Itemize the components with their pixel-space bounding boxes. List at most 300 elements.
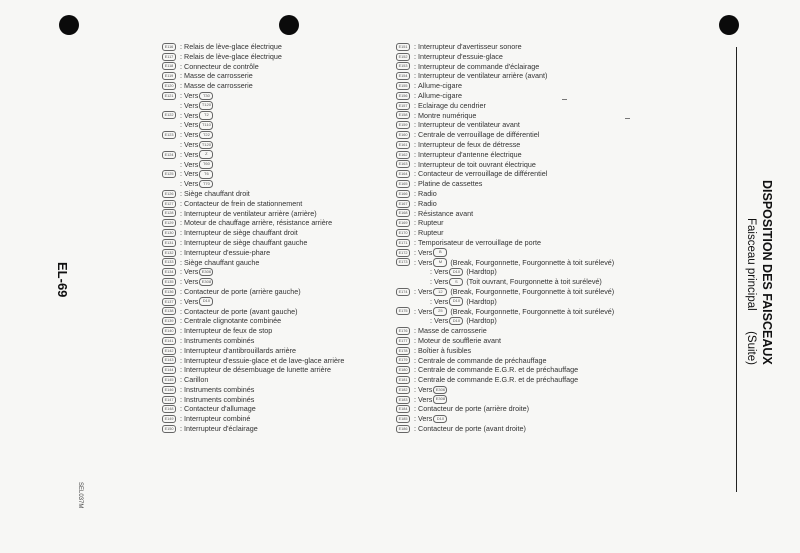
component-description: Interrupteur de ventilateur avant	[418, 120, 520, 130]
separator-colon: :	[180, 198, 182, 208]
separator-colon: :	[180, 414, 182, 424]
component-description: Vers	[434, 296, 449, 306]
component-row	[396, 101, 696, 111]
component-row	[396, 248, 696, 258]
component-description: Centrale clignotante combinée	[184, 316, 282, 326]
connector-code-badge: E124	[162, 151, 176, 159]
component-description: Vers	[184, 139, 199, 149]
connector-code-badge: E151	[396, 43, 410, 51]
component-description: Contacteur de porte (avant droite)	[418, 424, 526, 434]
section-subtitle	[745, 218, 757, 365]
connector-code-badge: E152	[396, 53, 410, 61]
connector-code-badge	[162, 180, 176, 188]
separator-colon: :	[180, 218, 182, 228]
component-description: Moteur de chauffage arrière, résistance arrière	[184, 218, 333, 228]
connector-code-badge: E177	[396, 337, 410, 345]
connector-code-badge: E162	[396, 151, 410, 159]
connector-ref-badge: 12	[433, 288, 447, 297]
connector-code-badge: E118	[162, 62, 176, 70]
variant-note: (Break, Fourgonnette, Fourgonnette à toit surélevé)	[450, 286, 615, 296]
connector-code-badge: E156	[396, 92, 410, 100]
component-row	[396, 150, 696, 160]
connector-ref-badge: T6	[199, 170, 213, 179]
component-row	[396, 267, 696, 277]
component-description: Vers	[434, 316, 449, 326]
connector-code-badge: E116	[162, 43, 176, 51]
component-description: Eclairage du cendrier	[418, 100, 486, 110]
component-description: Contacteur de porte (avant gauche)	[184, 306, 298, 316]
component-row	[396, 140, 696, 150]
component-row	[162, 287, 382, 297]
connector-code-badge: E171	[396, 239, 410, 247]
connector-ref-badge: T70	[199, 180, 213, 189]
connector-code-badge: E163	[396, 160, 410, 168]
title-rule	[736, 47, 737, 492]
component-description: Masse de carrosserie	[184, 81, 253, 91]
component-description: Interrupteur de toit ouvrant électrique	[418, 159, 536, 169]
component-description: Centrale de verrouillage de différentiel	[418, 130, 540, 140]
component-row	[162, 277, 382, 287]
connector-code-badge: E121	[162, 92, 176, 100]
separator-colon: :	[180, 277, 182, 287]
connector-code-badge: E130	[162, 229, 176, 237]
connector-code-badge: E119	[162, 72, 176, 80]
component-row	[162, 248, 382, 258]
connector-code-badge: E176	[396, 327, 410, 335]
separator-colon: :	[414, 365, 416, 375]
connector-ref-badge: D10	[449, 297, 463, 306]
separator-colon: :	[180, 90, 182, 100]
connector-code-badge: E181	[396, 376, 410, 384]
separator-colon: :	[180, 228, 182, 238]
connector-code-badge	[412, 278, 426, 286]
component-description: Interrupteur d'avertisseur sonore	[418, 42, 522, 51]
connector-code-badge: E146	[162, 386, 176, 394]
connector-code-badge	[162, 141, 176, 149]
connector-code-badge: E125	[162, 170, 176, 178]
separator-colon: :	[180, 179, 182, 189]
connector-code-badge: E158	[396, 111, 410, 119]
component-row	[396, 218, 696, 228]
connector-code-badge: E142	[162, 347, 176, 355]
component-description: Vers	[434, 267, 449, 277]
connector-code-badge: E143	[162, 356, 176, 364]
variant-note: (Toit ouvrant, Fourgonnette à toit surélevé)	[466, 277, 602, 287]
component-description: Vers	[184, 149, 199, 159]
connector-code-badge: E159	[396, 121, 410, 129]
connector-code-badge: E136	[162, 288, 176, 296]
connector-code-badge	[162, 160, 176, 168]
connector-ref-badge: T110	[199, 121, 213, 130]
connector-ref-badge: D10	[449, 268, 463, 277]
connector-code-badge: E126	[162, 190, 176, 198]
component-description: Vers	[184, 179, 199, 189]
separator-colon: :	[180, 247, 182, 257]
document-code: SEL037M	[77, 482, 83, 509]
connector-code-badge: E132	[162, 249, 176, 257]
separator-colon: :	[430, 316, 432, 326]
component-description: Vers	[418, 306, 433, 316]
component-description: Moteur de soufflerie avant	[418, 335, 501, 345]
component-row	[396, 346, 696, 356]
component-row	[396, 326, 696, 336]
component-description: Interrupteur de ventilateur arrière (avant)	[418, 71, 548, 81]
component-row	[162, 395, 382, 405]
separator-colon: :	[180, 100, 182, 110]
component-description: Contacteur d'allumage	[184, 404, 256, 414]
separator-colon: :	[180, 365, 182, 375]
component-row	[396, 238, 696, 248]
component-description: Vers	[418, 394, 433, 404]
separator-colon: :	[414, 169, 416, 179]
connector-code-badge	[162, 102, 176, 110]
component-row	[162, 336, 382, 346]
component-row	[396, 287, 696, 297]
connector-ref-badge: E308	[433, 395, 447, 404]
component-description: Connecteur de contrôle	[184, 61, 259, 71]
connector-ref-badge: E306	[199, 268, 213, 277]
component-row	[162, 228, 382, 238]
component-row	[162, 150, 382, 160]
connector-ref-badge: T60	[199, 160, 213, 169]
connector-code-badge: E123	[162, 131, 176, 139]
connector-ref-badge: S	[449, 278, 463, 287]
component-description: Centrale de commande E.G.R. et de préchauffage	[418, 375, 579, 385]
component-description: Interrupteur d'essuie-phare	[184, 247, 271, 257]
component-description: Interrupteur d'essuie-glace	[418, 51, 503, 61]
connector-code-badge: E155	[396, 82, 410, 90]
connector-code-badge: E129	[162, 219, 176, 227]
connector-ref-badge: 25	[433, 307, 447, 316]
connector-code-badge: E166	[396, 190, 410, 198]
connector-code-badge: E174	[396, 288, 410, 296]
component-description: Instruments combinés	[184, 394, 255, 404]
separator-colon: :	[414, 335, 416, 345]
separator-colon: :	[180, 208, 182, 218]
connector-code-badge: E165	[396, 180, 410, 188]
component-row	[396, 62, 696, 72]
component-row	[162, 81, 382, 91]
connector-code-badge: E134	[162, 268, 176, 276]
component-row	[396, 81, 696, 91]
connector-ref-badge: D10	[449, 317, 463, 326]
component-row	[162, 111, 382, 121]
subtitle-suffix: (Suite)	[745, 331, 757, 365]
separator-colon: :	[180, 120, 182, 130]
connector-code-badge: E183	[396, 396, 410, 404]
component-description: Vers	[184, 90, 199, 100]
component-description: Vers	[184, 159, 199, 169]
separator-colon: :	[180, 286, 182, 296]
component-description: Boîtier à fusibles	[418, 345, 472, 355]
variant-note: (Hardtop)	[466, 316, 497, 326]
component-description: Rupteur	[418, 228, 444, 238]
connector-code-badge: E137	[162, 298, 176, 306]
separator-colon: :	[180, 424, 182, 434]
connector-code-badge: E138	[162, 307, 176, 315]
separator-colon: :	[414, 130, 416, 140]
separator-colon: :	[180, 51, 182, 61]
separator-colon: :	[180, 110, 182, 120]
connector-ref-badge: T120	[199, 101, 213, 110]
component-row	[162, 316, 382, 326]
separator-colon: :	[414, 100, 416, 110]
connector-code-badge: E148	[162, 405, 176, 413]
separator-colon: :	[414, 424, 416, 434]
component-row	[162, 91, 382, 101]
separator-colon: :	[180, 130, 182, 140]
separator-colon: :	[180, 81, 182, 91]
component-row	[162, 71, 382, 81]
component-row	[162, 209, 382, 219]
separator-colon: :	[414, 218, 416, 228]
separator-colon: :	[180, 42, 182, 51]
component-row	[162, 199, 382, 209]
component-row	[162, 385, 382, 395]
separator-colon: :	[180, 61, 182, 71]
separator-colon: :	[180, 139, 182, 149]
connector-code-badge: E141	[162, 337, 176, 345]
separator-colon: :	[414, 404, 416, 414]
component-row	[396, 179, 696, 189]
connector-ref-badge: T120	[199, 141, 213, 150]
component-row	[162, 179, 382, 189]
separator-colon: :	[414, 286, 416, 296]
connector-code-badge: E140	[162, 327, 176, 335]
connector-code-badge: E180	[396, 366, 410, 374]
component-description: Interrupteur de siège chauffant gauche	[184, 237, 308, 247]
subtitle-text: Faisceau principal	[745, 218, 757, 311]
connector-code-badge	[412, 268, 426, 276]
variant-note: (Break, Fourgonnette, Fourgonnette à toit surélevé)	[450, 257, 615, 267]
component-row	[396, 42, 696, 52]
separator-colon: :	[414, 237, 416, 247]
right-component-list	[396, 42, 696, 434]
connector-ref-badge: D10	[199, 297, 213, 306]
separator-colon: :	[414, 159, 416, 169]
component-description: Contacteur de porte (arrière gauche)	[184, 286, 301, 296]
separator-colon: :	[180, 335, 182, 345]
separator-colon: :	[180, 316, 182, 326]
separator-colon: :	[414, 228, 416, 238]
component-description: Interrupteur d'antenne électrique	[418, 149, 522, 159]
component-row	[396, 365, 696, 375]
component-description: Vers	[184, 120, 199, 130]
separator-colon: :	[180, 345, 182, 355]
connector-code-badge: E145	[162, 376, 176, 384]
component-description: Vers	[184, 100, 199, 110]
connector-code-badge: E122	[162, 111, 176, 119]
connector-code-badge: E160	[396, 131, 410, 139]
connector-code-badge: E169	[396, 219, 410, 227]
connector-code-badge: E164	[396, 170, 410, 178]
separator-colon: :	[414, 51, 416, 61]
component-row	[162, 189, 382, 199]
component-row	[396, 120, 696, 130]
component-row	[162, 42, 382, 52]
connector-code-badge: E168	[396, 209, 410, 217]
component-description: Masse de carrosserie	[418, 326, 487, 336]
component-row	[162, 140, 382, 150]
component-row	[396, 160, 696, 170]
component-description: Vers	[418, 414, 433, 424]
connector-ref-badge: B	[433, 248, 447, 257]
separator-colon: :	[414, 355, 416, 365]
component-row	[396, 277, 696, 287]
separator-colon: :	[414, 208, 416, 218]
separator-colon: :	[180, 267, 182, 277]
connector-code-badge: E179	[396, 356, 410, 364]
separator-colon: :	[414, 120, 416, 130]
connector-ref-badge: D10	[433, 415, 447, 424]
component-row	[162, 258, 382, 268]
separator-colon: :	[414, 149, 416, 159]
stray-mark	[625, 118, 630, 119]
connector-code-badge: E172	[396, 249, 410, 257]
component-description: Interrupteur combiné	[184, 414, 251, 424]
component-row	[396, 307, 696, 317]
connector-code-badge: E120	[162, 82, 176, 90]
connector-code-badge: E147	[162, 396, 176, 404]
separator-colon: :	[414, 188, 416, 198]
component-description: Radio	[418, 198, 437, 208]
connector-code-badge: E175	[396, 307, 410, 315]
component-row	[396, 52, 696, 62]
connector-code-badge: E144	[162, 366, 176, 374]
connector-ref-badge: E306	[433, 386, 447, 395]
separator-colon: :	[414, 198, 416, 208]
punch-hole-right	[719, 15, 739, 35]
component-row	[162, 52, 382, 62]
component-row	[162, 62, 382, 72]
component-description: Résistance avant	[418, 208, 474, 218]
separator-colon: :	[180, 149, 182, 159]
component-row	[162, 160, 382, 170]
separator-colon: :	[180, 306, 182, 316]
component-description: Centrale de commande E.G.R. et de préchauffage	[418, 365, 579, 375]
punch-hole-left	[59, 15, 79, 35]
component-description: Centrale de commande de préchauffage	[418, 355, 547, 365]
component-row	[162, 169, 382, 179]
component-row	[396, 111, 696, 121]
separator-colon: :	[180, 355, 182, 365]
component-row	[162, 307, 382, 317]
connector-code-badge: E135	[162, 278, 176, 286]
component-description: Montre numérique	[418, 110, 477, 120]
component-description: Vers	[418, 257, 433, 267]
page-number: EL-69	[55, 262, 70, 298]
separator-colon: :	[180, 384, 182, 394]
separator-colon: :	[414, 306, 416, 316]
separator-colon: :	[180, 169, 182, 179]
component-description: Vers	[184, 296, 199, 306]
separator-colon: :	[414, 61, 416, 71]
connector-code-badge: E157	[396, 102, 410, 110]
separator-colon: :	[414, 90, 416, 100]
component-description: Interrupteur de commande d'éclairage	[418, 61, 540, 71]
component-description: Vers	[184, 277, 199, 287]
connector-ref-badge: Z	[199, 150, 213, 159]
separator-colon: :	[414, 81, 416, 91]
component-row	[162, 365, 382, 375]
connector-code-badge: E128	[162, 209, 176, 217]
separator-colon: :	[180, 71, 182, 81]
separator-colon: :	[414, 326, 416, 336]
component-row	[162, 120, 382, 130]
separator-colon: :	[414, 247, 416, 257]
component-row	[396, 404, 696, 414]
component-row	[396, 336, 696, 346]
component-description: Contacteur de frein de stationnement	[184, 198, 303, 208]
component-row	[396, 130, 696, 140]
punch-hole-center	[279, 15, 299, 35]
connector-code-badge: E185	[396, 415, 410, 423]
component-row	[396, 424, 696, 434]
component-description: Vers	[184, 130, 199, 140]
separator-colon: :	[180, 394, 182, 404]
variant-note: (Break, Fourgonnette, Fourgonnette à toit surélevé)	[450, 306, 615, 316]
separator-colon: :	[180, 296, 182, 306]
separator-colon: :	[414, 71, 416, 81]
component-description: Interrupteur d'antibrouillards arrière	[184, 345, 297, 355]
component-description: Platine de cassettes	[418, 179, 483, 189]
component-description: Carillon	[184, 375, 209, 385]
connector-code-badge: E149	[162, 415, 176, 423]
variant-note: (Hardtop)	[466, 267, 497, 277]
component-row	[396, 258, 696, 268]
section-title: DISPOSITION DES FAISCEAUX	[760, 180, 774, 365]
separator-colon: :	[414, 110, 416, 120]
separator-colon: :	[414, 394, 416, 404]
component-row	[162, 218, 382, 228]
separator-colon: :	[414, 375, 416, 385]
component-description: Vers	[418, 384, 433, 394]
component-row	[162, 101, 382, 111]
component-description: Vers	[434, 277, 449, 287]
connector-ref-badge: T22	[199, 131, 213, 140]
component-row	[396, 316, 696, 326]
component-row	[162, 326, 382, 336]
component-row	[396, 356, 696, 366]
component-description: Temporisateur de verrouillage de porte	[418, 237, 542, 247]
connector-code-badge: E173	[396, 258, 410, 266]
component-description: Contacteur de porte (arrière droite)	[418, 404, 530, 414]
component-description: Interrupteur d'éclairage	[184, 424, 258, 434]
connector-code-badge: E170	[396, 229, 410, 237]
component-row	[396, 414, 696, 424]
separator-colon: :	[414, 257, 416, 267]
component-description: Siège chauffant droit	[184, 188, 250, 198]
component-row	[162, 404, 382, 414]
component-row	[396, 71, 696, 81]
connector-code-badge: E127	[162, 200, 176, 208]
component-description: Relais de lève-glace électrique	[184, 42, 282, 51]
connector-code-badge: E154	[396, 72, 410, 80]
separator-colon: :	[180, 375, 182, 385]
component-row	[396, 189, 696, 199]
separator-colon: :	[180, 257, 182, 267]
connector-code-badge	[412, 298, 426, 306]
separator-colon: :	[430, 296, 432, 306]
separator-colon: :	[414, 139, 416, 149]
component-description: Allume-cigare	[418, 90, 462, 100]
component-row	[396, 199, 696, 209]
connector-code-badge: E167	[396, 200, 410, 208]
component-description: Vers	[184, 169, 199, 179]
component-row	[162, 375, 382, 385]
component-row	[396, 297, 696, 307]
stray-mark	[562, 99, 567, 100]
